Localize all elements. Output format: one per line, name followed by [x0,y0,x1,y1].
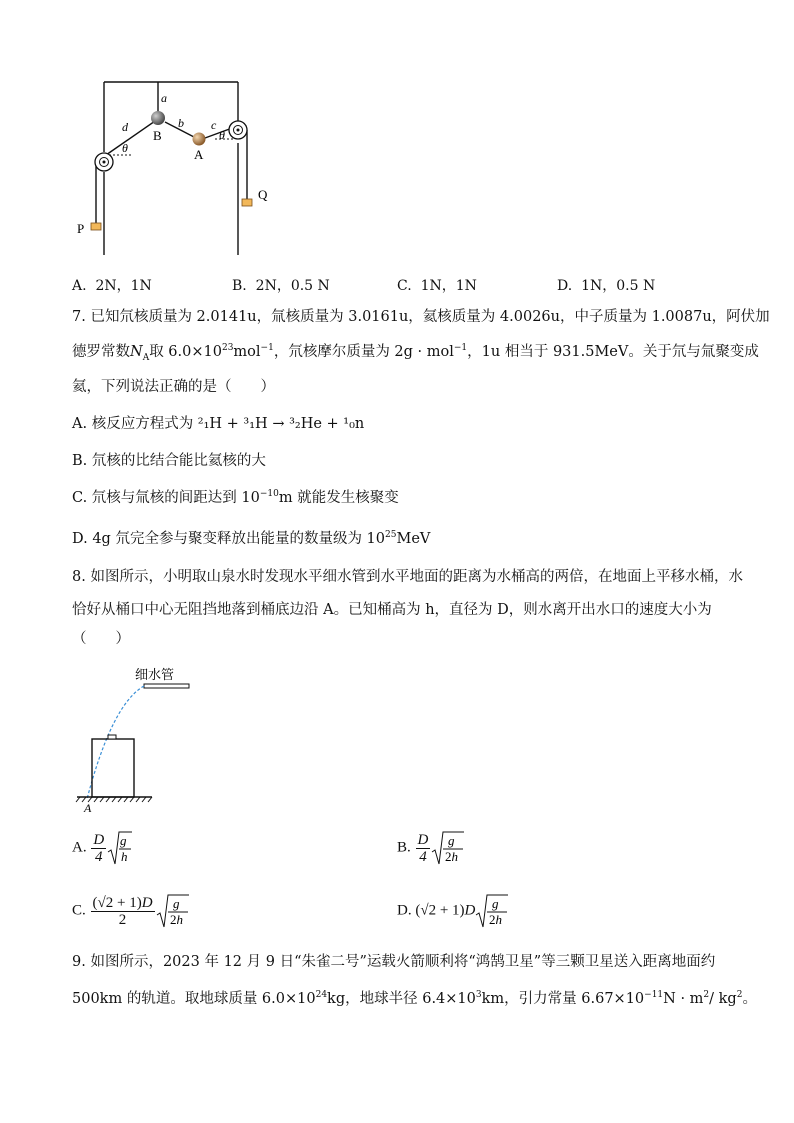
svg-text:P: P [77,221,85,236]
q7-option-b[interactable]: B. 氘核的比结合能比氦核的大 [72,453,266,469]
q7-option-d[interactable]: D. 4g 氘完全参与聚变释放出能量的数量级为 $10^{25}MeV$ [72,530,431,547]
svg-text:2h: 2h [445,849,459,864]
svg-text:g: g [120,833,127,848]
ball-B [151,111,165,125]
svg-text:g: g [448,833,455,848]
water-trajectory [87,686,144,799]
ball-A [193,133,206,146]
q7-line-2: 德罗常数$N_A$取 $6.0\times 10^{23}mol^{-1}$，氘核摩尔质量为 2g · mol$^{-1}$，1u 相当于 931.5MeV。关于氘与氚聚变成 [72,343,759,363]
svg-text:b: b [178,116,184,130]
q8-line-3: （ ） [72,631,130,647]
q8-line-1: 8. 如图所示，小明取山泉水时发现水平细水管到水平地面的距离为水桶高的两倍，在地面上平移水桶，水 [72,569,743,585]
q9-line-1: 9. 如图所示，2023 年 12 月 9 日“朱雀二号”运载火箭顺利将“鸿鹄卫星”等三颗卫星送入距离地面约 [72,954,716,970]
svg-text:2h: 2h [489,912,503,927]
svg-text:g: g [172,896,180,911]
svg-text:g: g [492,896,499,911]
svg-text:d: d [122,120,128,134]
q6-option-c[interactable]: C. 1N，1N [397,278,477,294]
svg-text:A: A [84,801,92,814]
q7-line-3: 氦，下列说法正确的是（ ） [72,379,275,395]
svg-text:θ: θ [122,141,128,155]
svg-text:c: c [211,118,217,132]
svg-text:θ: θ [219,128,225,142]
weight-Q [242,199,252,206]
water-pipe [144,684,189,688]
svg-text:B: B [153,128,162,143]
q7-option-c[interactable]: C. 氘核与氚核的间距达到 $10^{-10}m$ 就能发生核聚变 [72,489,399,506]
q8-option-d[interactable]: D. (√2 + 1)D g 2h [397,893,509,929]
weight-P [91,223,101,230]
q8-option-c[interactable]: C. $\frac{(√2 + 1)D}{2}$ g 2h [72,893,190,929]
q8-line-2: 恰好从桶口中心无阻挡地落到桶底边沿 A。已知桶高为 h，直径为 D，则水离开出水口的速度大小为 [72,602,712,618]
q7-option-a[interactable]: A. 核反应方程式为 ²₁H + ³₁H → ³₂He + ¹₀n [72,416,365,432]
q6-option-d[interactable]: D. 1N，0.5 N [557,278,656,294]
q8-option-a[interactable]: A. $\frac{D}{4}$ g h [72,830,133,866]
svg-text:2h: 2h [169,912,183,927]
svg-text:细水管: 细水管 [135,667,175,682]
svg-text:A: A [194,147,204,162]
bucket-figure [72,664,212,814]
svg-text:Q: Q [258,187,268,202]
bucket [92,739,134,797]
svg-text:a: a [161,91,167,105]
svg-text:h: h [121,849,128,864]
q8-option-b[interactable]: B. $\frac{D}{4}$ g 2h [397,830,465,866]
q7-line-1: 7. 已知氘核质量为 2.0141u，氚核质量为 3.0161u，氦核质量为 4.0026u，中子质量为 1.0087u，阿伏加 [72,309,770,325]
pulley-figure [75,75,295,260]
q9-line-2: 500km 的轨道。取地球质量 $6.0\times 10^{24}kg$，地球半径 $6.4\times 10^3km$，引力常量 $6.67\times 10^{-11}N \cdot m^2/$ $kg^2$。 [72,990,757,1007]
q6-option-a[interactable]: A. 2N，1N [72,278,152,294]
q6-option-b[interactable]: B. 2N，0.5 N [232,278,330,294]
